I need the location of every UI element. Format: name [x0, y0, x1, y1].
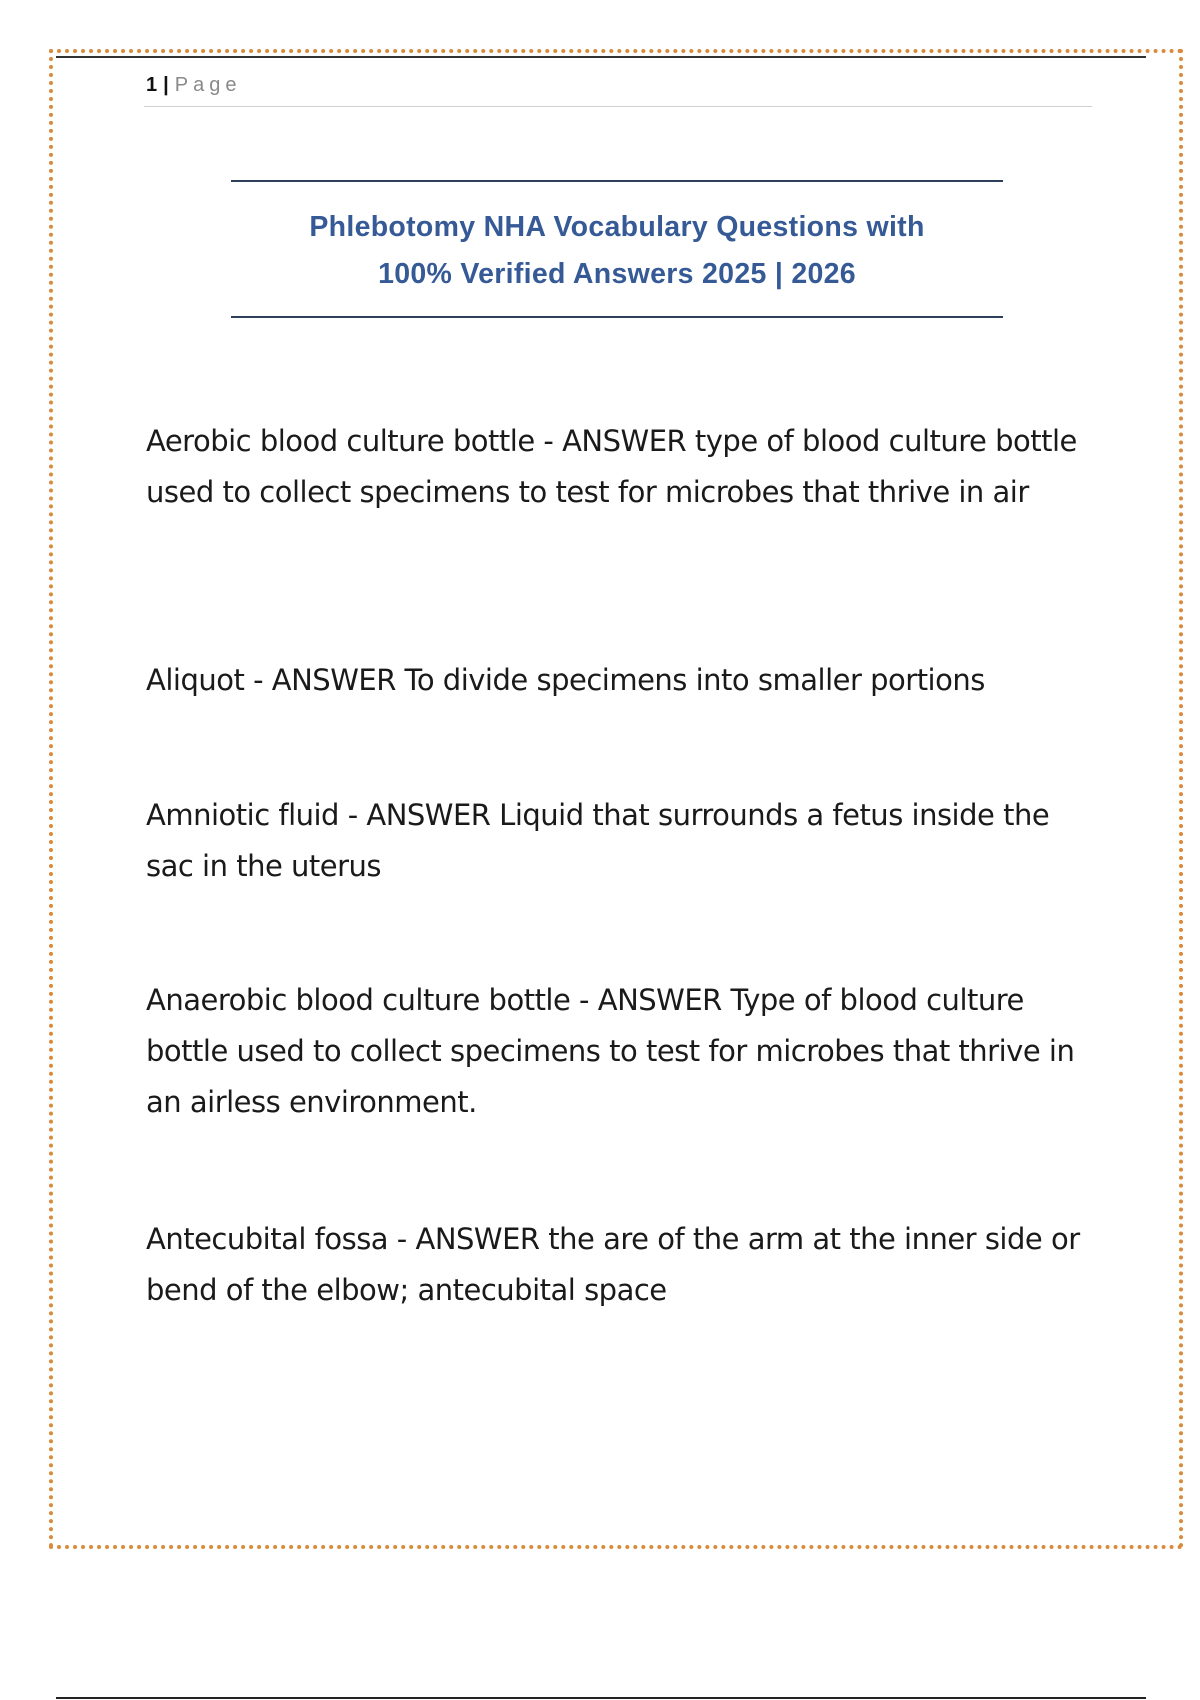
- page-word: Page: [174, 74, 242, 96]
- page-number-header: [146, 74, 241, 97]
- header-top-rule: [56, 56, 1146, 58]
- footer-rule: [56, 1697, 1146, 1699]
- vocab-entry-amniotic-fluid: Amniotic fluid - ANSWER Liquid that surrounds a fetus inside the sac in the uterus: [146, 798, 1050, 883]
- page-number-separator: |: [163, 74, 171, 96]
- vocab-entry-anaerobic: Anaerobic blood culture bottle - ANSWER Type of blood culture bottle used to collect specimens to test for microbes that thrive in an airless environment.: [146, 983, 1075, 1119]
- vocab-entry-antecubital-fossa: Antecubital fossa - ANSWER the are of the arm at the inner side or bend of the elbow; antecubital space: [146, 1222, 1080, 1307]
- vocab-entry-aerobic: Aerobic blood culture bottle - ANSWER type of blood culture bottle used to collect specimens to test for microbes that thrive in air: [146, 424, 1077, 509]
- title-line-1: Phlebotomy NHA Vocabulary Questions with: [309, 211, 925, 243]
- header-bottom-rule: [144, 106, 1092, 107]
- title-line-2: 100% Verified Answers 2025 | 2026: [378, 258, 856, 290]
- document-title: [231, 204, 1003, 298]
- document-title-block: [231, 180, 1003, 318]
- page-number: 1: [146, 74, 160, 96]
- vocab-entry-aliquot: Aliquot - ANSWER To divide specimens into smaller portions: [146, 663, 985, 697]
